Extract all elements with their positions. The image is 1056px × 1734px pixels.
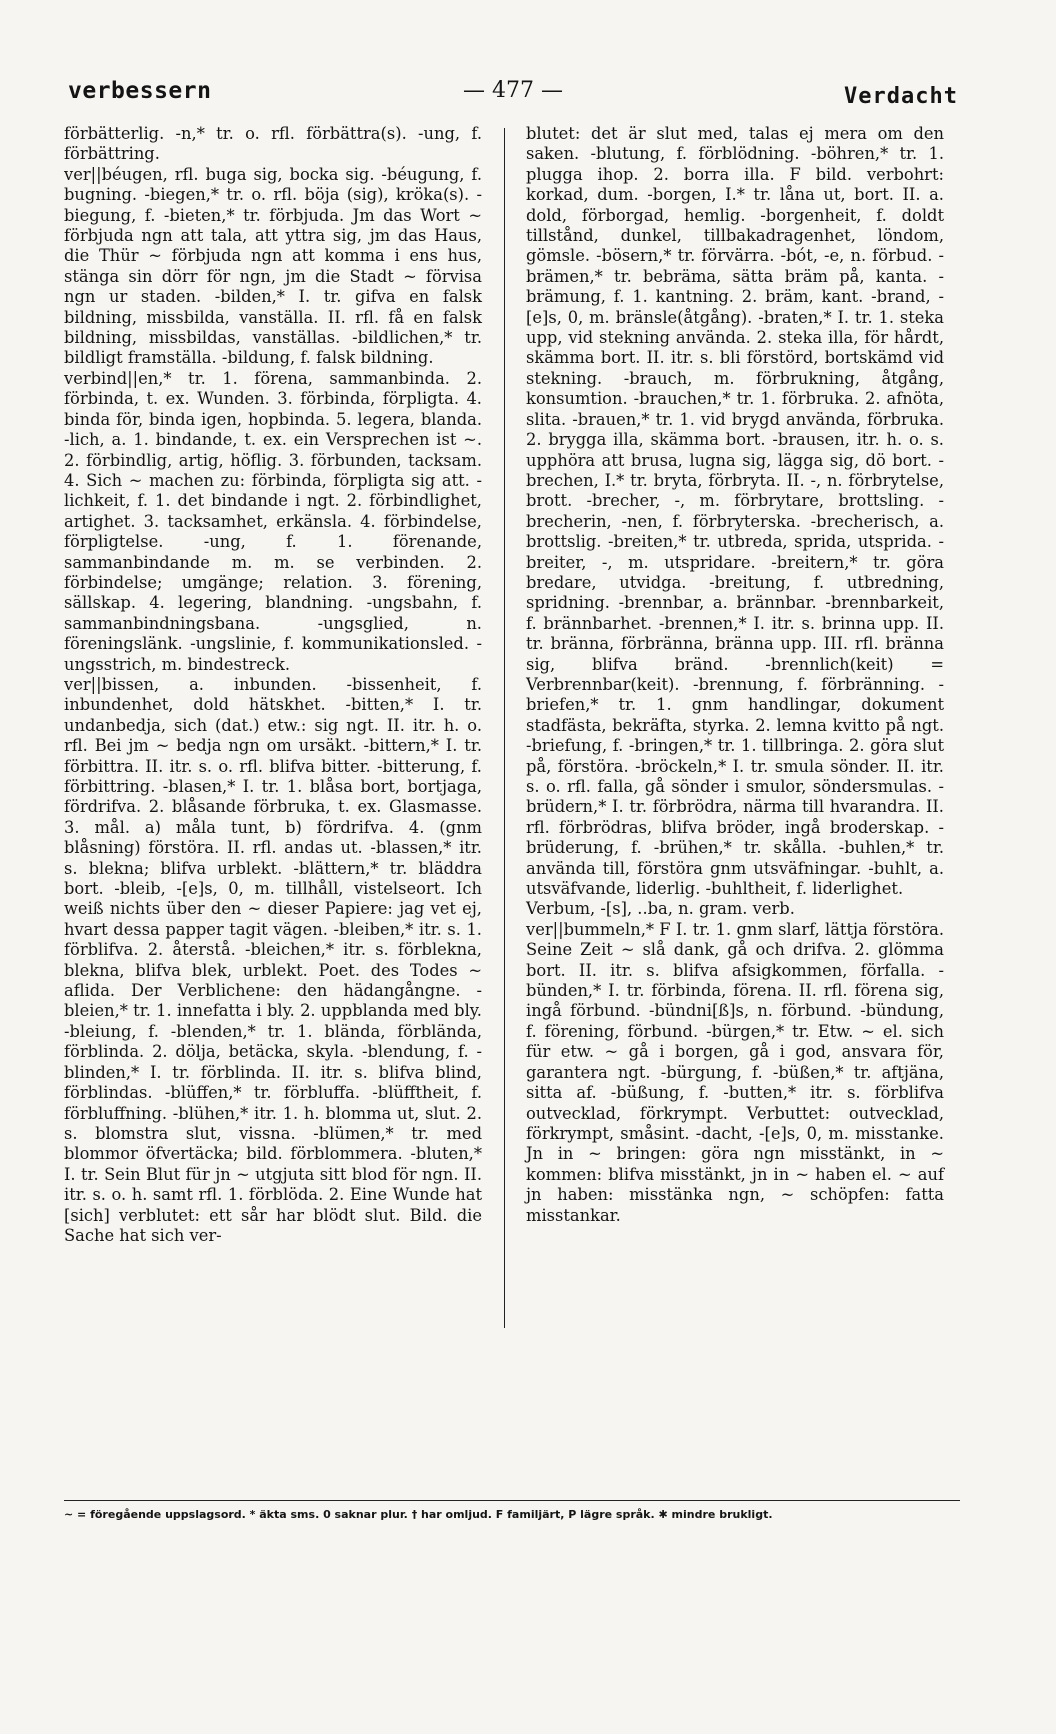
entry-verbissen: ver||bissen, a. inbunden. -bissenheit, f. inbundenhet, dold hätskhet. -bitten,* I. tr. undanbedja, sich (dat.) etw.: sig ngt. II. itr. h. o. rfl. Bei jm ~ bedja ngn om ursäkt. -bittern,* I. tr. förbittra. II. itr. s. o. rfl. blifva bitter. -bitterung, f. förbittring. -blasen,* I. tr. 1. blåsa bort, bortjaga, fördrifva. 2. blåsande förbruka, t. ex. Glasmasse. 3. mål. a) måla tunt, b) fördrifva. 4. (gnm blåsning) förstöra. II. rfl. andas ut. -blassen,* itr. s. blekna; blifva urblekt. -blättern,* tr. bläddra bort. -bleib, -[e]s, 0, m. tillhåll, vistelseort. Ich weiß nichts über den ~ dieser Papiere: jag vet ej, hvart dessa papper tagit vägen. -bleiben,* itr. s. 1. förblifva. 2. återstå. -bleichen,* itr. s. förblekna, blekna, blifva blek, urblekt. Poet. des Todes ~ aflida. Der Verblichene: den hädangångne. -bleien,* tr. 1. innefatta i bly. 2. uppblanda med bly. -bleiung, f. -blenden,* tr. 1. blända, förbländа, förblinda. 2. dölja, betäcka, skyla. -blendung, f. -blinden,* I. tr. förblinda. II. itr. s. blifva blind, förblindas. -blüffen,* tr. förbluffa. -blüfftheit, f. förbluffning. -blühen,* itr. 1. h. blomma ut, slut. 2. s. blomstra slut, vissna. -blümen,* tr. med blommor öfvertäcka; bild. förblommera. -bluten,* I. tr. Sein Blut für jn ~ utgjuta sitt blod för ngn. II. itr. s. o. h. samt rfl. 1. förblöda. 2. Eine Wunde hat [sich] verblutet: ett sår har blödt slut. Bild. die Sache hat sich ver- (64, 674, 482, 1245)
right-column (526, 124, 944, 1734)
footer-rule (64, 1500, 960, 1501)
page-header (68, 78, 958, 112)
entry-verbummeln: ver||bummeln,* F I. tr. 1. gnm slarf, lättja förstöra. Seine Zeit ~ slå dank, gå och drifva. 2. glömma bort. II. itr. s. blifva afsigkommen, förfalla. -bünden,* I. tr. förbinda, förena. II. rfl. förena sig, ingå förbund. -bündni[ß]s, n. förbund. -bündung, f. förening, förbund. -bürgen,* tr. Etw. ~ el. sich für etw. ~ gå i borgen, gå i god, ansvara för, garantera ngt. -bürgung, f. -büßen,* tr. aftjäna, sitta af. -büßung, f. -butten,* itr. s. förblifva outvecklad, förkrympt. Verbuttet: outvecklad, förkrympt, småsint. -dacht, -[e]s, 0, m. misstanke. Jn in ~ bringen: göra ngn misstänkt, in ~ kommen: blifva misstänkt, jn in ~ haben el. ~ auf jn haben: misstänka ngn, ~ schöpfen: fatta misstankar. (526, 919, 944, 1225)
entry-verblutet-cont: blutet: det är slut med, talas ej mera om den saken. -blutung, f. förblödning. -böhren,* tr. 1. plugga ihop. 2. borra illa. F bild. verbohrt: korkad, dum. -borgen, I.* tr. låna ut, bort. II. a. dold, förborgad, hemlig. -borgenheit, f. doldt tillstånd, dunkel, tillbakadragenhet, löndom, gömsle. -bösern,* tr. förvärra. -bót, -e, n. förbud. -brämen,* tr. bebräma, sätta bräm på, kanta. -brämung, f. 1. kantning. 2. bräm, kant. -brand, -[e]s, 0, m. bränsle(åtgång). -braten,* I. tr. 1. steka upp, vid stekning använda. 2. steka illa, för hårdt, skämma bort. II. itr. s. bli förstörd, bortskämd vid stekning. -brauch, m. förbrukning, åtgång, konsumtion. -brauchen,* tr. 1. förbruka. 2. afnöta, slita. -brauen,* tr. 1. vid brygd använda, förbruka. 2. brygga illa, skämma bort. -brausen, itr. h. o. s. upphöra att brusa, lugna sig, lägga sig, dö bort. -brechen, I.* tr. bryta, förbryta. II. -, n. förbrytelse, brott. -brecher, -, m. förbrytare, brottsling. -brecherin, -nen, f. förbryterska. -brecherisch, a. brottslig. -breiten,* tr. utbreda, sprida, utsprida. -breiter, -, m. utspridare. -breitern,* tr. göra bredare, utvidga. -breitung, f. utbredning, spridning. -brennbar, a. brännbar. -brennbarkeit, f. brännbarhet. -brennen,* I. itr. s. brinna upp. II. tr. bränna, förbränna, bränna upp. III. rfl. bränna sig, blifva bränd. -brennlich(keit) = Verbrennbar(keit). -brennung, f. förbränning. -briefen,* tr. 1. gnm handlingar, dokument stadfästa, bekräfta, styrka. 2. lemna kvitto på ngt. -briefung, f. -bringen,* tr. 1. tillbringa. 2. göra slut på, förstöra. -bröckeln,* I. tr. smula sönder. II. itr. s. o. rfl. falla, gå sönder i smulor, söndersmulas. -brüdern,* I. tr. förbrödra, närma till hvarandra. II. rfl. förbrödras, blifva bröder, ingå broderskap. -brüderung, f. -brühen,* tr. skålla. -buhlen,* tr. använda till, förstöra gnm utsväfningar. -buhlt, a. utsväfvande, liderlig. -buhltheit, f. liderlighet. (526, 124, 944, 899)
left-column (64, 124, 482, 1734)
abbreviation-legend: ~ = föregående uppslagsord. * äkta sms. 0 saknar plur. † har omljud. F familjärt, P lägre språk. ✱ mindre brukligt. (64, 1508, 773, 1521)
page-number: — 477 — (463, 78, 563, 103)
column-divider (504, 128, 505, 1328)
entry-verbeugen: ver||béugen, rfl. buga sig, bocka sig. -béugung, f. bugning. -biegen,* tr. o. rfl. böja (sig), kröka(s). -biegung, f. -bieten,* tr. förbjuda. Jm das Wort ~ förbjuda ngn att tala, att yttra sig, jm das Haus, die Thür ~ förbjuda ngn att komma i ens hus, stänga sin dörr för ngn, jm die Stadt ~ förvisa ngn ur staden. -bilden,* I. tr. gifva en falsk bildning, missbilda, vanställa. II. rfl. få en falsk bildning, missbildas, vanställas. -bildlichen,* tr. bildligt framställa. -bildung, f. falsk bildning. (64, 164, 482, 368)
entry-verbum: Verbum, -[s], ..ba, n. gram. verb. (526, 899, 795, 919)
entry-verbinden: verbind||en,* tr. 1. förena, sammanbinda. 2. förbinda, t. ex. Wunden. 3. förbinda, förpligta. 4. binda för, binda igen, hopbinda. 5. legera, blanda. -lich, a. 1. bindande, t. ex. ein Versprechen ist ~. 2. förbindlig, artig, höflig. 3. förbunden, tacksam. 4. Sich ~ machen zu: förbinda, förpligta sig att. -lichkeit, f. 1. det bindande i ngt. 2. förbindlighet, artighet. 3. tacksamhet, erkänsla. 4. förbindelse, förpligtelse. -ung, f. 1. förenande, sammanbindande m. m. se verbinden. 2. förbindelse; umgänge; relation. 3. förening, sällskap. 4. legering, blandning. -ungsbahn, f. sammanbindningsbana. -ungsglied, n. föreningslänk. -ungslinie, f. kommunikationsled. -ungsstrich, m. bindestreck. (64, 368, 482, 674)
header-right-guideword: Verdacht (844, 84, 958, 109)
header-left-guideword: verbessern (68, 78, 212, 104)
entry-forbatterlig: förbätterlig. -n,* tr. o. rfl. förbättra(s). -ung, f. förbättring. (64, 124, 482, 164)
